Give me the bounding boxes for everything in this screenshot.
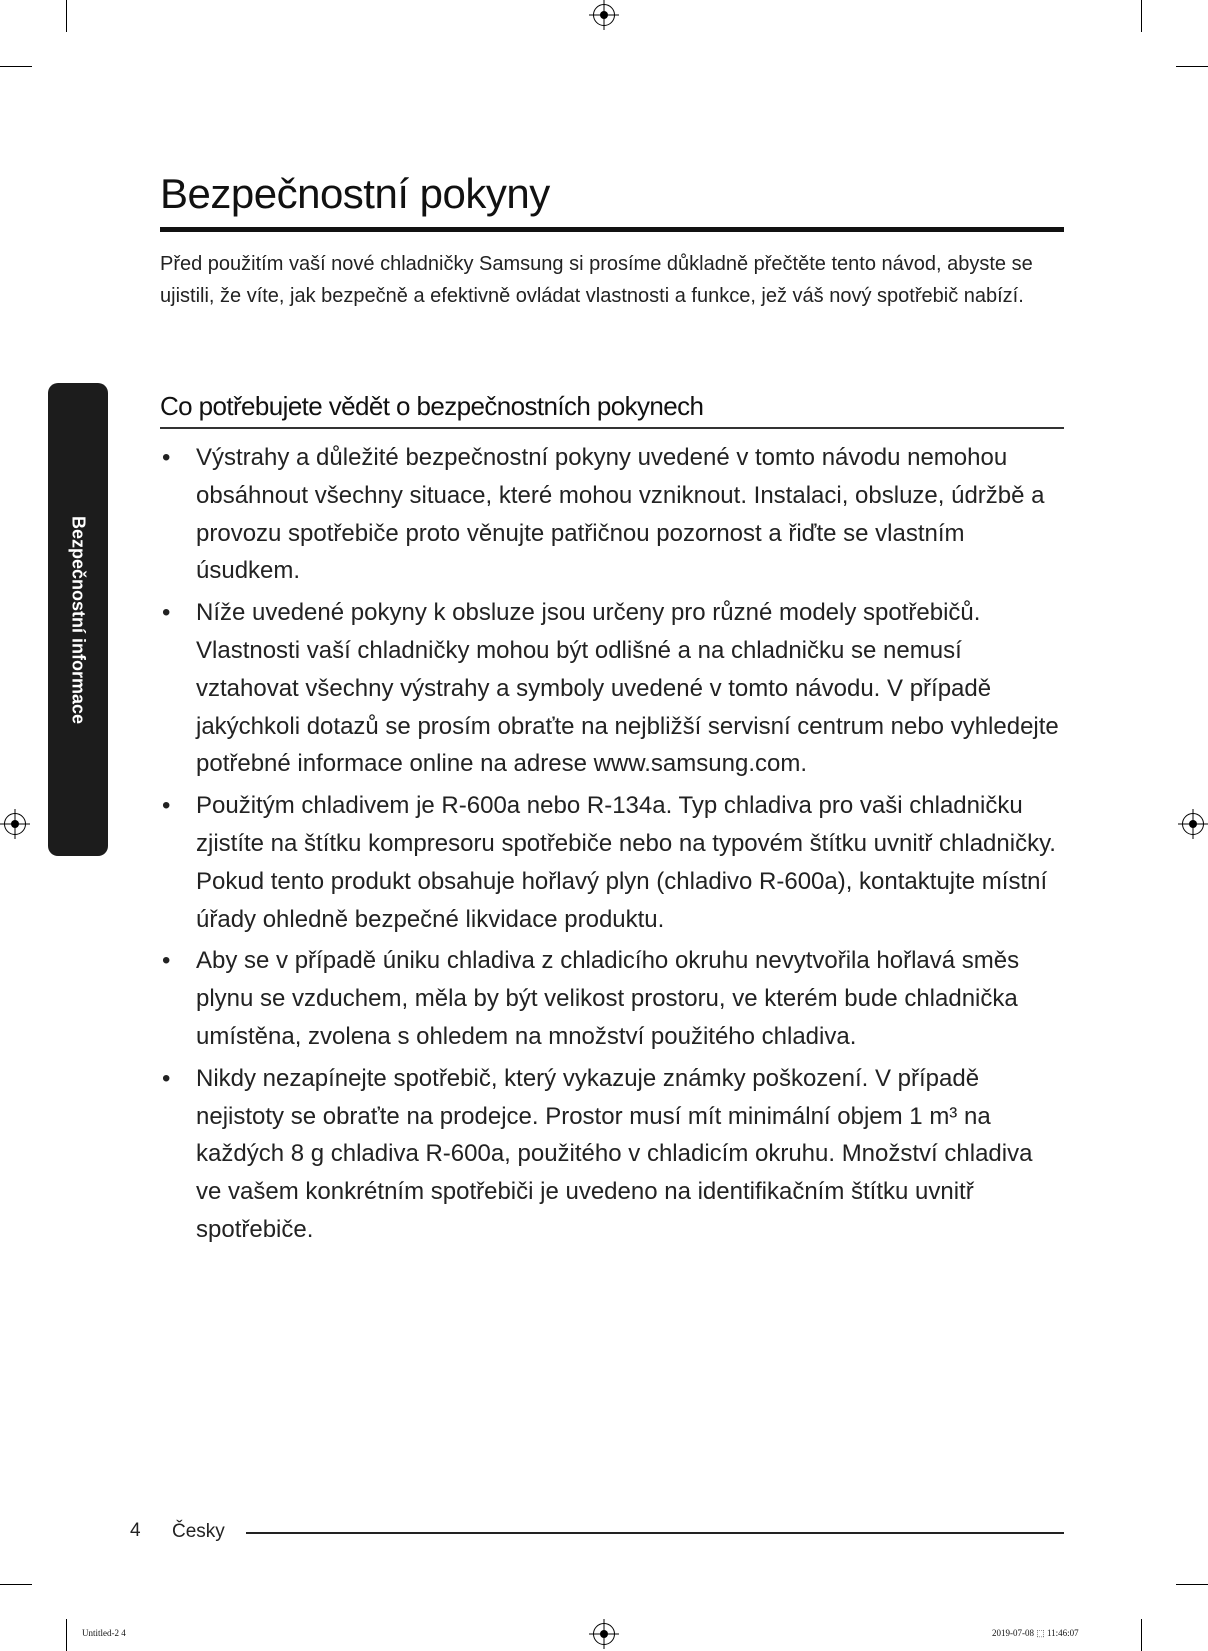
crop-mark <box>0 66 32 67</box>
bullet-icon: • <box>162 444 171 471</box>
print-slug-right: 2019-07-08 ⬚ 11:46:07 <box>992 1628 1079 1638</box>
crop-mark <box>1176 66 1208 67</box>
footer-language: Česky <box>172 1521 225 1542</box>
list-item <box>160 787 1060 938</box>
crop-mark <box>66 0 67 32</box>
list-item-text: Nikdy nezapínejte spotřebič, který vykazuje známky poškození. V případě nejistoty se obraťte na prodejce. Prostor musí mít minimální objem 1 m³ na každých 8 g chladiva R-600a, použitého v chladicím okruhu. Množství chladiva ve vašem konkrétním spotřebiči je uvedeno na identifikačním štítku uvnitř spotřebiče. <box>196 1064 1033 1243</box>
list-item-text: Níže uvedené pokyny k obsluze jsou určeny pro různé modely spotřebičů. Vlastnosti vaší chladničky mohou být odlišné a na chladničku se nemusí vztahovat všechny výstrahy a symboly uvedené v tomto návodu. V případě jakýchkoli dotazů se prosím obraťte na nejbližší servisní centrum nebo vyhledejte potřebné informace online na adrese www.samsung.com. <box>196 599 1059 778</box>
section-divider <box>160 427 1064 429</box>
safety-list <box>160 439 1060 1253</box>
crop-mark <box>1141 0 1142 32</box>
crop-mark <box>66 1619 67 1651</box>
bullet-icon: • <box>162 1064 171 1092</box>
registration-mark-icon <box>1182 813 1204 835</box>
bullet-icon: • <box>162 947 171 975</box>
section-heading: Co potřebujete vědět o bezpečnostních pokynech <box>160 391 704 421</box>
list-item-text: Výstrahy a důležité bezpečnostní pokyny uvedené v tomto návodu nemohou obsáhnout všechny situace, které mohou vzniknout. Instalaci, obsluze, údržbě a provozu spotřebiče proto věnujte patřičnou pozornost a řiďte se vlastním úsudkem. <box>196 444 1045 585</box>
registration-mark-icon <box>4 813 26 835</box>
list-item <box>160 1060 1060 1249</box>
list-item-text: Použitým chladivem je R-600a nebo R-134a. Typ chladiva pro vaši chladničku zjistíte na štítku kompresoru spotřebiče nebo na typovém štítku uvnitř chladničky. Pokud tento produkt obsahuje hořlavý plyn (chladivo R-600a), kontaktujte místní úřady ohledně bezpečné likvidace produktu. <box>196 792 1056 933</box>
registration-mark-icon <box>593 1623 615 1645</box>
intro-paragraph: Před použitím vaší nové chladničky Samsung si prosíme důkladně přečtěte tento návod, abyste se ujistili, že víte, jak bezpečně a efektivně ovládat vlastnosti a funkce, jež váš nový spotřebič nabízí. <box>160 253 1033 307</box>
footer-divider <box>246 1532 1064 1534</box>
crop-mark <box>1176 1584 1208 1585</box>
list-item-text: Aby se v případě úniku chladiva z chladicího okruhu nevytvořila hořlavá směs plynu se vzduchem, měla by být velikost prostoru, ve kterém bude chladnička umístěna, zvolena s ohledem na množství použitého chladiva. <box>196 947 1020 1050</box>
list-item <box>160 594 1060 783</box>
crop-mark <box>0 1584 32 1585</box>
page-title: Bezpečnostní pokyny <box>160 170 550 217</box>
side-tab-label: Bezpečnostní informace <box>68 515 89 724</box>
list-item <box>160 942 1060 1055</box>
list-item <box>160 439 1060 590</box>
bullet-icon: • <box>162 599 171 627</box>
registration-mark-icon <box>593 4 615 26</box>
print-slug-left: Untitled-2 4 <box>82 1628 126 1638</box>
bullet-icon: • <box>162 792 171 820</box>
crop-mark <box>1141 1619 1142 1651</box>
page-number: 4 <box>130 1520 141 1541</box>
title-divider <box>160 227 1064 232</box>
side-tab <box>48 383 108 856</box>
